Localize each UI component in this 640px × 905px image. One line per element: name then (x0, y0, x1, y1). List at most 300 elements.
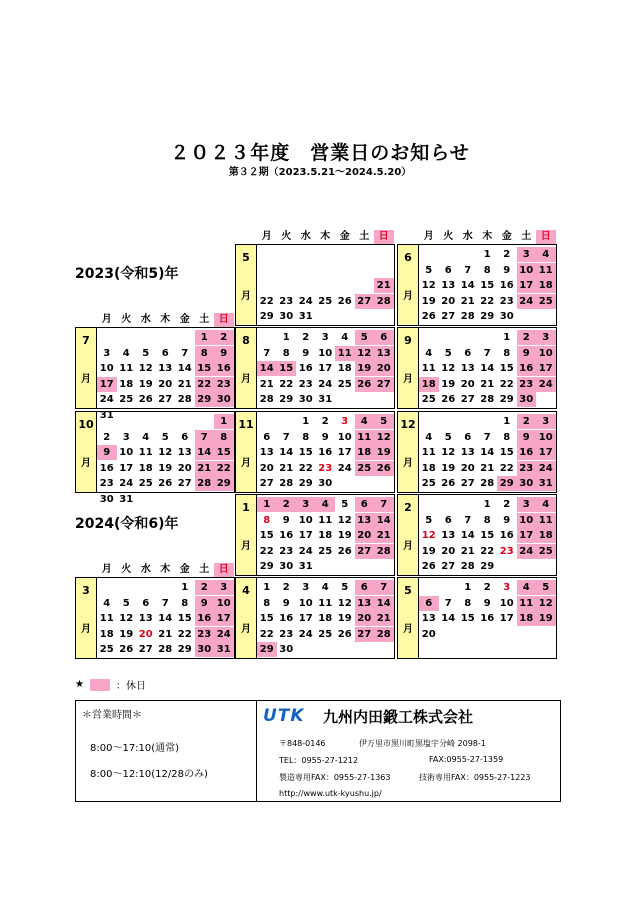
day-cell: 23 (99, 478, 114, 489)
fax: FAX:0955-27-1359 (429, 755, 504, 764)
day-cell: 12 (421, 280, 436, 291)
day-cell: 20 (441, 545, 456, 557)
weekday-label: 日 (536, 230, 556, 244)
day-cell: 1 (483, 249, 491, 260)
day-cell: 1 (464, 582, 472, 593)
holiday-cell: 15 (277, 361, 297, 376)
day-cell: 22 (499, 462, 514, 474)
day-cell: 27 (441, 311, 456, 322)
weekday-label: 木 (320, 231, 331, 242)
footer-box (75, 700, 561, 802)
day-cell: 15 (259, 613, 274, 624)
day-cell: 17 (298, 530, 313, 541)
day-cell: 9 (282, 597, 290, 609)
holiday-cell: 27 (355, 627, 375, 642)
day-cell: 5 (341, 499, 349, 510)
weekday-label: 水 (140, 564, 151, 575)
day-cell: 21 (259, 378, 274, 390)
day-cell: 25 (119, 394, 134, 405)
holiday-cell: 11 (517, 596, 537, 611)
holiday-cell: 13 (374, 346, 394, 361)
holiday-cell: 9 (195, 596, 215, 611)
month-body (397, 577, 557, 659)
day-cell: 31 (318, 394, 333, 405)
month-suffix: 月 (403, 458, 413, 469)
holiday-cell: 6 (419, 596, 439, 611)
month-label (398, 578, 419, 658)
day-cell: 14 (279, 447, 294, 458)
holiday-cell: 6 (355, 580, 375, 595)
day-cell: 27 (177, 478, 192, 489)
day-cell: 10 (318, 347, 333, 359)
day-cell: 31 (119, 493, 134, 505)
day-cell: 7 (263, 347, 271, 359)
day-cell: 13 (460, 363, 475, 374)
day-cell: 28 (177, 394, 192, 405)
holiday-cell: 30 (195, 642, 215, 657)
holiday-cell: 27 (374, 377, 394, 392)
day-cell: 28 (480, 394, 495, 405)
day-cell: 9 (483, 597, 491, 609)
day-cell: 7 (464, 264, 472, 276)
holiday-cell: 9 (97, 445, 117, 460)
holiday-cell: 12 (374, 430, 394, 445)
holiday-cell: 14 (195, 445, 215, 460)
day-cell: 25 (99, 644, 114, 655)
day-cell: 28 (279, 478, 294, 489)
holiday-cell: 10 (214, 596, 234, 611)
day-cell: 11 (138, 447, 153, 458)
month-number: 7 (82, 334, 90, 347)
day-cell: 24 (298, 628, 313, 640)
day-cell: 27 (259, 478, 274, 489)
day-cell: 25 (421, 394, 436, 405)
holiday-cell: 10 (536, 430, 556, 445)
day-cell: 2 (302, 332, 310, 343)
weekday-header (97, 313, 234, 327)
day-cell: 7 (444, 597, 452, 609)
holiday-cell: 23 (195, 627, 215, 642)
weekday-header (97, 563, 234, 577)
holiday-cell: 25 (536, 544, 556, 559)
weekday-label: 土 (199, 564, 210, 575)
day-cell: 5 (444, 431, 452, 443)
legend (75, 677, 146, 692)
day-cell: 26 (138, 394, 153, 405)
day-cell: 30 (279, 561, 294, 572)
month-suffix: 月 (81, 374, 91, 385)
holiday-cell: 31 (214, 642, 234, 657)
day-cell: 2 (321, 416, 329, 427)
day-cell: 7 (282, 431, 290, 443)
day-cell: 18 (138, 462, 153, 474)
month-suffix: 月 (403, 624, 413, 635)
holiday-cell: 28 (374, 627, 394, 642)
holiday-cell: 5 (355, 330, 375, 345)
weekday-header (257, 230, 394, 244)
day-cell: 16 (318, 447, 333, 458)
holiday-cell: 27 (355, 294, 375, 309)
star-icon: ★ (75, 679, 84, 690)
day-cell: 17 (119, 462, 134, 474)
holiday-cell: 24 (214, 627, 234, 642)
day-cell: 21 (480, 462, 495, 474)
day-cell: 15 (177, 613, 192, 624)
day-cell: 6 (263, 431, 271, 443)
holiday-cell: 2 (277, 497, 297, 512)
day-cell: 27 (460, 394, 475, 405)
day-cell: 15 (499, 447, 514, 458)
weekday-label: 火 (121, 314, 132, 325)
month-number: 11 (238, 418, 254, 431)
day-cell: 12 (337, 597, 352, 609)
day-cell: 23 (499, 545, 514, 557)
day-cell: 14 (480, 363, 495, 374)
holiday-cell: 19 (374, 445, 394, 460)
day-cell: 22 (259, 628, 274, 640)
day-cell: 20 (158, 378, 173, 390)
day-cell: 6 (444, 514, 452, 526)
day-cell: 24 (298, 545, 313, 557)
day-cell: 12 (119, 613, 134, 624)
holiday-cell: 12 (355, 346, 375, 361)
day-cell: 5 (425, 264, 433, 276)
day-cell: 15 (298, 447, 313, 458)
month-label (76, 412, 97, 492)
holiday-cell: 17 (517, 528, 537, 543)
month-number: 2 (404, 501, 412, 514)
day-cell: 29 (480, 561, 495, 572)
day-cell: 18 (337, 363, 352, 374)
weekday-label: 金 (339, 231, 350, 242)
month-number: 9 (404, 334, 412, 347)
holiday-cell: 7 (374, 580, 394, 595)
month-suffix: 月 (241, 541, 251, 552)
holiday-cell: 9 (214, 346, 234, 361)
day-cell: 25 (138, 478, 153, 489)
day-cell: 20 (259, 462, 274, 474)
holiday-cell: 15 (195, 361, 215, 376)
holiday-cell: 16 (517, 445, 537, 460)
day-cell: 26 (441, 478, 456, 489)
holiday-cell: 9 (517, 346, 537, 361)
day-cell: 18 (318, 613, 333, 624)
day-cell: 31 (99, 409, 114, 421)
day-cell: 23 (279, 295, 294, 307)
day-cell: 11 (119, 363, 134, 374)
hours-label: ＊営業時間＊ (82, 710, 142, 721)
holiday-cell: 19 (355, 361, 375, 376)
holiday-cell: 18 (536, 278, 556, 293)
day-cell: 31 (298, 561, 313, 572)
month-label (76, 578, 97, 658)
day-cell: 28 (158, 644, 173, 655)
holiday-cell: 13 (355, 513, 375, 528)
day-cell: 16 (279, 613, 294, 624)
day-cell: 4 (122, 347, 130, 359)
day-cell: 18 (421, 462, 436, 474)
holiday-cell: 14 (374, 513, 394, 528)
day-cell: 9 (282, 514, 290, 526)
day-cell: 9 (321, 431, 329, 443)
hours-special: 8:00～12:10(12/28のみ) (90, 769, 208, 780)
day-cell: 8 (503, 431, 511, 443)
day-cell: 12 (138, 363, 153, 374)
day-cell: 26 (441, 394, 456, 405)
month-number: 10 (78, 418, 94, 431)
day-cell: 19 (421, 545, 436, 557)
day-cell: 4 (425, 347, 433, 359)
day-cell: 23 (298, 378, 313, 390)
day-cell: 17 (298, 613, 313, 624)
day-cell: 23 (499, 295, 514, 307)
holiday-cell: 3 (536, 414, 556, 429)
day-cell: 4 (142, 431, 150, 443)
day-cell: 19 (337, 530, 352, 541)
weekday-label: 月 (101, 314, 112, 325)
day-cell: 3 (503, 582, 511, 593)
weekday-label: 金 (179, 314, 190, 325)
day-cell: 29 (259, 561, 274, 572)
month-suffix: 月 (241, 291, 251, 302)
day-cell: 13 (177, 447, 192, 458)
day-cell: 28 (460, 311, 475, 322)
day-cell: 19 (119, 628, 134, 640)
day-cell: 11 (421, 447, 436, 458)
day-cell: 24 (119, 478, 134, 489)
holiday-cell: 24 (517, 544, 537, 559)
day-cell: 10 (99, 363, 114, 374)
day-cell: 23 (318, 462, 333, 474)
page-title: ２０２３年度 営業日のお知らせ (170, 142, 470, 164)
month-label (236, 578, 257, 658)
day-cell: 3 (302, 582, 310, 593)
month-number: 6 (404, 251, 412, 264)
period-subtitle: 第３２期（2023.5.21～2024.5.20） (228, 167, 412, 178)
weekday-label: 金 (179, 564, 190, 575)
weekday-label: 水 (140, 314, 151, 325)
day-cell: 28 (480, 478, 495, 489)
day-cell: 19 (421, 295, 436, 307)
day-cell: 25 (318, 545, 333, 557)
day-cell: 10 (499, 597, 514, 609)
fax-manufacturing: 製造専用FAX：0955-27-1363 (279, 773, 391, 782)
holiday-cell: 17 (536, 445, 556, 460)
day-cell: 10 (298, 597, 313, 609)
day-cell: 25 (318, 295, 333, 307)
day-cell: 8 (181, 597, 189, 609)
day-cell: 21 (158, 628, 173, 640)
day-cell: 12 (441, 447, 456, 458)
day-cell: 19 (337, 613, 352, 624)
weekday-label: 木 (160, 564, 171, 575)
month-suffix: 月 (241, 374, 251, 385)
day-cell: 25 (337, 378, 352, 390)
weekday-label: 日 (214, 563, 234, 577)
day-cell: 3 (341, 416, 349, 427)
weekday-label: 月 (261, 231, 272, 242)
holiday-cell: 24 (536, 377, 556, 392)
month-number: 5 (242, 251, 250, 264)
day-cell: 5 (341, 582, 349, 593)
day-cell: 22 (298, 462, 313, 474)
day-cell: 24 (337, 462, 352, 474)
day-cell: 2 (503, 249, 511, 260)
holiday-cell: 9 (517, 430, 537, 445)
day-cell: 15 (259, 530, 274, 541)
day-cell: 20 (460, 378, 475, 390)
day-cell: 26 (421, 311, 436, 322)
day-cell: 18 (99, 628, 114, 640)
weekday-header (419, 230, 556, 244)
holiday-cell: 16 (195, 611, 215, 626)
day-cell: 18 (119, 378, 134, 390)
day-cell: 13 (441, 280, 456, 291)
day-cell: 20 (441, 295, 456, 307)
day-cell: 6 (464, 431, 472, 443)
address: 伊万里市黒川町黒塩宇分崎 2098-1 (359, 739, 486, 748)
day-cell: 26 (337, 545, 352, 557)
day-cell: 16 (279, 530, 294, 541)
day-cell: 2 (282, 582, 290, 593)
day-cell: 30 (318, 478, 333, 489)
day-cell: 9 (503, 514, 511, 526)
day-cell: 5 (142, 347, 150, 359)
holiday-cell: 28 (374, 544, 394, 559)
month-label (236, 328, 257, 408)
day-cell: 6 (161, 347, 169, 359)
day-cell: 29 (480, 311, 495, 322)
day-cell: 8 (483, 264, 491, 276)
day-cell: 2 (103, 431, 111, 443)
day-cell: 7 (483, 347, 491, 359)
day-cell: 20 (138, 628, 153, 640)
holiday-cell: 17 (536, 361, 556, 376)
day-cell: 24 (99, 394, 114, 405)
postal-code: 〒848-0146 (279, 739, 326, 748)
holiday-cell: 29 (497, 476, 517, 491)
day-cell: 3 (103, 347, 111, 359)
day-cell: 26 (337, 628, 352, 640)
holiday-cell: 3 (536, 330, 556, 345)
day-cell: 1 (302, 416, 310, 427)
day-cell: 8 (503, 347, 511, 359)
day-cell: 27 (138, 644, 153, 655)
holiday-cell: 11 (355, 430, 375, 445)
day-cell: 22 (480, 545, 495, 557)
day-cell: 1 (483, 499, 491, 510)
month-number: 8 (242, 334, 250, 347)
holiday-cell: 17 (214, 611, 234, 626)
holiday-cell: 26 (355, 377, 375, 392)
day-cell: 21 (177, 378, 192, 390)
day-cell: 8 (263, 597, 271, 609)
fax-technical: 技術専用FAX：0955-27-1223 (419, 773, 531, 782)
weekday-label: 火 (443, 231, 454, 242)
day-cell: 29 (259, 311, 274, 322)
month-number: 5 (404, 584, 412, 597)
year-label-2024: 2024(令和6)年 (75, 516, 179, 532)
year-label-2023: 2023(令和5)年 (75, 266, 179, 282)
day-cell: 30 (99, 493, 114, 505)
holiday-cell: 11 (335, 346, 355, 361)
day-cell: 22 (177, 628, 192, 640)
weekday-label: 土 (359, 231, 370, 242)
day-cell: 22 (279, 378, 294, 390)
day-cell: 25 (318, 628, 333, 640)
month-body (235, 577, 395, 659)
holiday-cell: 5 (374, 414, 394, 429)
day-cell: 20 (460, 462, 475, 474)
day-cell: 2 (503, 499, 511, 510)
day-cell: 5 (122, 597, 130, 609)
day-cell: 19 (158, 462, 173, 474)
day-cell: 30 (298, 394, 313, 405)
weekday-label: 日 (374, 230, 394, 244)
day-cell: 13 (259, 447, 274, 458)
day-cell: 12 (158, 447, 173, 458)
day-cell: 13 (158, 363, 173, 374)
website-link[interactable]: http://www.utk-kyushu.jp/ (279, 789, 382, 798)
month-suffix: 月 (241, 624, 251, 635)
day-cell: 4 (341, 332, 349, 343)
holiday-cell: 2 (195, 580, 215, 595)
day-cell: 4 (321, 582, 329, 593)
day-cell: 12 (421, 530, 436, 541)
day-cell: 7 (464, 514, 472, 526)
holiday-cell: 10 (517, 513, 537, 528)
day-cell: 26 (421, 561, 436, 572)
holiday-cell: 26 (374, 461, 394, 476)
company-logo: UTK (263, 706, 305, 726)
day-cell: 19 (441, 462, 456, 474)
day-cell: 26 (119, 644, 134, 655)
day-cell: 9 (503, 264, 511, 276)
holiday-cell: 8 (214, 430, 234, 445)
day-cell: 7 (483, 431, 491, 443)
holiday-cell: 3 (296, 497, 316, 512)
weekday-label: 木 (160, 314, 171, 325)
holiday-cell: 18 (536, 528, 556, 543)
holiday-cell: 3 (517, 247, 537, 262)
day-cell: 2 (483, 582, 491, 593)
holiday-cell: 18 (419, 377, 439, 392)
day-cell: 27 (441, 561, 456, 572)
holiday-cell: 23 (517, 461, 537, 476)
day-cell: 11 (318, 514, 333, 526)
holiday-cell: 4 (517, 580, 537, 595)
holiday-cell: 16 (517, 361, 537, 376)
holiday-cell: 14 (257, 361, 277, 376)
day-cell: 14 (177, 363, 192, 374)
day-cell: 20 (177, 462, 192, 474)
company-name: 九州内田鍛工株式会社 (323, 708, 474, 726)
holiday-cell: 24 (536, 461, 556, 476)
day-cell: 6 (181, 431, 189, 443)
day-cell: 29 (177, 644, 192, 655)
holiday-cell: 1 (214, 414, 234, 429)
weekday-label: 土 (199, 314, 210, 325)
holiday-cell: 8 (195, 346, 215, 361)
day-cell: 14 (441, 613, 456, 624)
weekday-label: 土 (521, 231, 532, 242)
day-cell: 12 (441, 363, 456, 374)
weekday-label: 火 (121, 564, 132, 575)
holiday-cell: 29 (257, 642, 277, 657)
day-cell: 1 (503, 416, 511, 427)
holiday-cell: 22 (214, 461, 234, 476)
holiday-cell: 2 (214, 330, 234, 345)
